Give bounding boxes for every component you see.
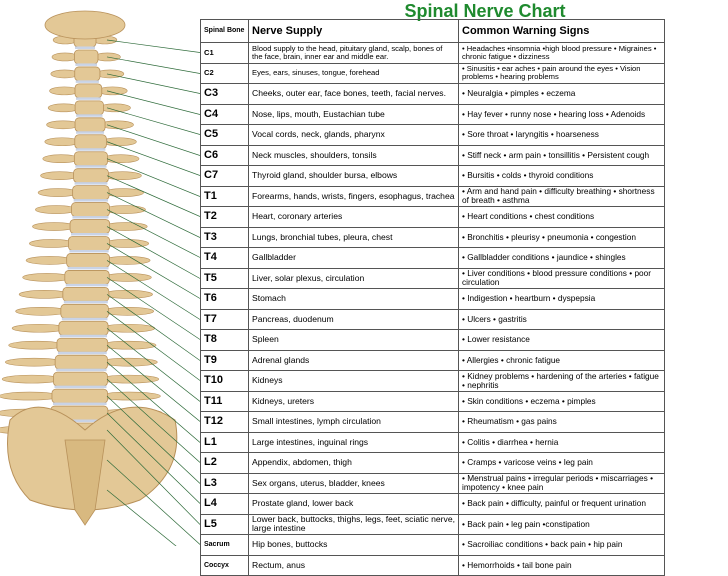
vertebra-body <box>53 372 107 386</box>
table-row <box>201 43 665 64</box>
warning-signs-cell: • Bronchitis • pleurisy • pneumonia • congestion <box>459 227 665 248</box>
transverse-process-right <box>104 223 148 231</box>
warning-signs-cell: • Sinusitis • ear aches • pain around the eyes • Vision problems • hearing problems <box>459 63 665 84</box>
vertebra-cell: L3 <box>201 473 249 494</box>
table-row <box>201 494 665 515</box>
table-row <box>201 104 665 125</box>
header-spinal-bone: Spinal Bone <box>201 20 249 43</box>
intervertebral-disc <box>64 301 108 304</box>
nerve-supply-cell: Nose, lips, mouth, Eustachian tube <box>249 104 459 125</box>
intervertebral-disc <box>75 46 95 49</box>
vertebra-body <box>74 50 98 64</box>
nerve-supply-cell: Cheeks, outer ear, face bones, teeth, facial nerves. <box>249 84 459 105</box>
intervertebral-disc <box>56 369 106 372</box>
nerve-supply-cell: Pancreas, duodenum <box>249 309 459 330</box>
nerve-supply-cell: Large intestines, inguinal rings <box>249 432 459 453</box>
warning-signs-cell: • Rheumatism • gas pains <box>459 412 665 433</box>
table-row <box>201 412 665 433</box>
vertebra-cell: C4 <box>201 104 249 125</box>
nerve-supply-cell: Hip bones, buttocks <box>249 535 459 556</box>
intervertebral-disc <box>75 165 106 168</box>
transverse-process-left <box>0 392 60 400</box>
warning-signs-cell: • Skin conditions • eczema • pimples <box>459 391 665 412</box>
warning-signs-cell: • Sacroiliac conditions • back pain • hip pain <box>459 535 665 556</box>
vertebra-body <box>55 355 107 369</box>
vertebra-body <box>75 101 103 115</box>
vertebra-cell: T2 <box>201 207 249 228</box>
intervertebral-disc <box>69 250 108 253</box>
transverse-process-right <box>104 189 144 197</box>
warning-signs-cell: • Stiff neck • arm pain • tonsillitis • Persistent cough <box>459 145 665 166</box>
vertebra-body <box>73 186 109 200</box>
table-header-row <box>201 20 665 43</box>
transverse-process-right <box>102 290 153 298</box>
transverse-process-left <box>26 256 73 264</box>
vertebra-cell: T10 <box>201 371 249 392</box>
transverse-process-right <box>99 375 158 383</box>
vertebra-body <box>52 389 108 403</box>
table-row <box>201 207 665 228</box>
transverse-process-right <box>99 392 160 400</box>
warning-signs-cell: • Kidney problems • hardening of the arteries • fatigue • nephritis <box>459 371 665 392</box>
nerve-supply-cell: Small intestines, lymph circulation <box>249 412 459 433</box>
transverse-process-left <box>12 324 66 332</box>
intervertebral-disc <box>66 284 108 287</box>
warning-signs-cell: • Indigestion • heartburn • dyspepsia <box>459 289 665 310</box>
vertebra-body <box>75 67 100 81</box>
transverse-process-right <box>98 87 127 95</box>
warning-signs-cell: • Neuralgia • pimples • eczema <box>459 84 665 105</box>
header-warning-signs: Common Warning Signs <box>459 20 665 43</box>
transverse-process-left <box>43 155 80 163</box>
vertebra-cell: L2 <box>201 453 249 474</box>
table-row <box>201 473 665 494</box>
vertebra-body <box>57 338 108 352</box>
transverse-process-left <box>16 307 68 315</box>
warning-signs-cell: • Back pain • difficulty, painful or frequent urination <box>459 494 665 515</box>
header-nerve-supply: Nerve Supply <box>249 20 459 43</box>
table-row <box>201 84 665 105</box>
nerve-supply-cell: Lungs, bronchial tubes, pleura, chest <box>249 227 459 248</box>
intervertebral-disc <box>68 267 109 270</box>
table-row <box>201 186 665 207</box>
vertebra-cell: T7 <box>201 309 249 330</box>
table-row <box>201 330 665 351</box>
transverse-process-left <box>23 273 72 281</box>
vertebra-cell: Coccyx <box>201 555 249 576</box>
vertebra-cell: C6 <box>201 145 249 166</box>
vertebra-body <box>63 287 109 301</box>
warning-signs-cell: • Back pain • leg pain •constipation <box>459 514 665 535</box>
table-row <box>201 391 665 412</box>
transverse-process-left <box>2 375 61 383</box>
transverse-process-left <box>38 189 78 197</box>
warning-signs-cell: • Heart conditions • chest conditions <box>459 207 665 228</box>
warning-signs-cell: • Colitis • diarrhea • hernia <box>459 432 665 453</box>
warning-signs-cell: • Sore throat • laryngitis • hoarseness <box>459 125 665 146</box>
vertebra-cell: T6 <box>201 289 249 310</box>
spine-illustration <box>0 0 200 546</box>
intervertebral-disc <box>76 131 104 134</box>
intervertebral-disc <box>74 199 108 202</box>
table-row <box>201 125 665 146</box>
vertebra-cell: C1 <box>201 43 249 64</box>
sacrum-bone <box>65 440 105 525</box>
vertebra-cell: T8 <box>201 330 249 351</box>
table-row <box>201 63 665 84</box>
vertebra-body <box>74 169 109 183</box>
transverse-process-left <box>41 172 79 180</box>
transverse-process-left <box>9 341 65 349</box>
nerve-supply-cell: Stomach <box>249 289 459 310</box>
vertebra-body <box>61 304 109 318</box>
warning-signs-cell: • Lower resistance <box>459 330 665 351</box>
transverse-process-right <box>103 155 140 163</box>
transverse-process-left <box>5 358 63 366</box>
vertebra-cell: C7 <box>201 166 249 187</box>
nerve-pointer-line <box>107 193 200 238</box>
vertebra-body <box>75 118 105 132</box>
warning-signs-cell: • Ulcers • gastritis <box>459 309 665 330</box>
table-row <box>201 535 665 556</box>
nerve-supply-cell: Rectum, anus <box>249 555 459 576</box>
table-row <box>201 145 665 166</box>
warning-signs-cell: • Hay fever • runny nose • hearing loss • Adenoids <box>459 104 665 125</box>
warning-signs-cell: • Liver conditions • blood pressure conditions • poor circulation <box>459 268 665 289</box>
vertebra-body <box>68 237 109 251</box>
nerve-supply-cell: Sex organs, uterus, bladder, knees <box>249 473 459 494</box>
nerve-supply-cell: Neck muscles, shoulders, tonsils <box>249 145 459 166</box>
table-row <box>201 166 665 187</box>
nerve-supply-cell: Adrenal glands <box>249 350 459 371</box>
vertebra-cell: C5 <box>201 125 249 146</box>
nerve-supply-cell: Prostate gland, lower back <box>249 494 459 515</box>
nerve-supply-cell: Forearms, hands, wrists, fingers, esophagus, trachea <box>249 186 459 207</box>
nerve-supply-cell: Heart, coronary arteries <box>249 207 459 228</box>
vertebra-cell: T5 <box>201 268 249 289</box>
nerve-supply-cell: Thyroid gland, shoulder bursa, elbows <box>249 166 459 187</box>
nerve-pointer-line <box>107 40 200 53</box>
vertebra-body <box>70 220 110 234</box>
nerve-supply-cell: Liver, solar plexus, circulation <box>249 268 459 289</box>
warning-signs-cell: • Menstrual pains • irregular periods • miscarriages • impotency • knee pain <box>459 473 665 494</box>
nerve-supply-cell: Spleen <box>249 330 459 351</box>
warning-signs-cell: • Cramps • varicose veins • leg pain <box>459 453 665 474</box>
transverse-process-right <box>101 121 134 129</box>
vertebra-cell: T3 <box>201 227 249 248</box>
vertebra-body <box>67 253 110 267</box>
transverse-process-left <box>50 87 79 95</box>
warning-signs-cell: • Gallbladder conditions • jaundice • shingles <box>459 248 665 269</box>
table-row <box>201 555 665 576</box>
transverse-process-right <box>103 273 152 281</box>
warning-signs-cell: • Bursitis • colds • thyroid conditions <box>459 166 665 187</box>
intervertebral-disc <box>76 114 102 117</box>
nerve-supply-cell: Vocal cords, neck, glands, pharynx <box>249 125 459 146</box>
intervertebral-disc <box>60 335 107 338</box>
transverse-process-left <box>48 104 79 112</box>
warning-signs-cell: • Arm and hand pain • difficulty breathing • shortness of breath • asthma <box>459 186 665 207</box>
vertebra-body <box>65 270 109 284</box>
skull-base <box>45 11 125 39</box>
warning-signs-cell: • Headaches •insomnia •high blood pressure • Migraines • chronic fatigue • dizziness <box>459 43 665 64</box>
nerve-supply-cell: Lower back, buttocks, thighs, legs, feet, sciatic nerve, large intestine <box>249 514 459 535</box>
nerve-supply-cell: Kidneys <box>249 371 459 392</box>
transverse-process-left <box>47 121 80 129</box>
vertebra-cell: L4 <box>201 494 249 515</box>
intervertebral-disc <box>76 97 101 100</box>
table-row <box>201 432 665 453</box>
vertebra-cell: T11 <box>201 391 249 412</box>
warning-signs-cell: • Allergies • chronic fatigue <box>459 350 665 371</box>
intervertebral-disc <box>76 80 99 83</box>
nerve-supply-cell: Kidneys, ureters <box>249 391 459 412</box>
vertebra-cell: C2 <box>201 63 249 84</box>
nerve-supply-cell: Blood supply to the head, pituitary gland, scalp, bones of the face, brain, inner ear and middle ear. <box>249 43 459 64</box>
vertebra-cell: T1 <box>201 186 249 207</box>
table-row <box>201 227 665 248</box>
warning-signs-cell: • Hemorrhoids • tail bone pain <box>459 555 665 576</box>
table-row <box>201 268 665 289</box>
table-row <box>201 350 665 371</box>
intervertebral-disc <box>75 182 108 185</box>
nerve-supply-cell: Gallbladder <box>249 248 459 269</box>
intervertebral-disc <box>75 63 97 66</box>
chart-title: Spinal Nerve Chart <box>404 1 566 21</box>
table-row <box>201 289 665 310</box>
transverse-process-left <box>29 239 74 247</box>
transverse-process-left <box>35 206 77 214</box>
table-row <box>201 248 665 269</box>
vertebra-body <box>59 321 108 335</box>
transverse-process-right <box>101 324 155 332</box>
vertebra-body <box>75 135 107 149</box>
vertebra-cell: C3 <box>201 84 249 105</box>
table-row <box>201 371 665 392</box>
transverse-process-right <box>100 358 158 366</box>
vertebra-body <box>75 84 102 98</box>
vertebra-cell: L1 <box>201 432 249 453</box>
nerve-supply-cell: Appendix, abdomen, thigh <box>249 453 459 474</box>
table-row <box>201 453 665 474</box>
vertebra-cell: T12 <box>201 412 249 433</box>
intervertebral-disc <box>71 233 109 236</box>
intervertebral-disc <box>62 318 108 321</box>
transverse-process-left <box>45 138 80 146</box>
transverse-process-right <box>104 206 146 214</box>
intervertebral-disc <box>72 216 108 219</box>
transverse-process-right <box>99 104 130 112</box>
vertebra-cell: T4 <box>201 248 249 269</box>
vertebra-cell: T9 <box>201 350 249 371</box>
nerve-pointer-line <box>107 57 200 74</box>
table-row <box>201 514 665 535</box>
transverse-process-right <box>102 138 137 146</box>
vertebra-body <box>74 152 107 166</box>
table-row <box>201 309 665 330</box>
transverse-process-right <box>103 172 141 180</box>
transverse-process-left <box>32 223 76 231</box>
intervertebral-disc <box>58 352 107 355</box>
intervertebral-disc <box>53 403 107 406</box>
nerve-pointer-line <box>107 210 200 258</box>
nerve-supply-cell: Eyes, ears, sinuses, tongue, forehead <box>249 63 459 84</box>
vertebra-body <box>71 203 109 217</box>
transverse-process-left <box>19 290 70 298</box>
transverse-process-right <box>103 256 150 264</box>
intervertebral-disc <box>76 148 106 151</box>
spinal-nerve-table <box>200 19 665 576</box>
vertebra-cell: Sacrum <box>201 535 249 556</box>
vertebra-cell: L5 <box>201 514 249 535</box>
intervertebral-disc <box>54 386 106 389</box>
